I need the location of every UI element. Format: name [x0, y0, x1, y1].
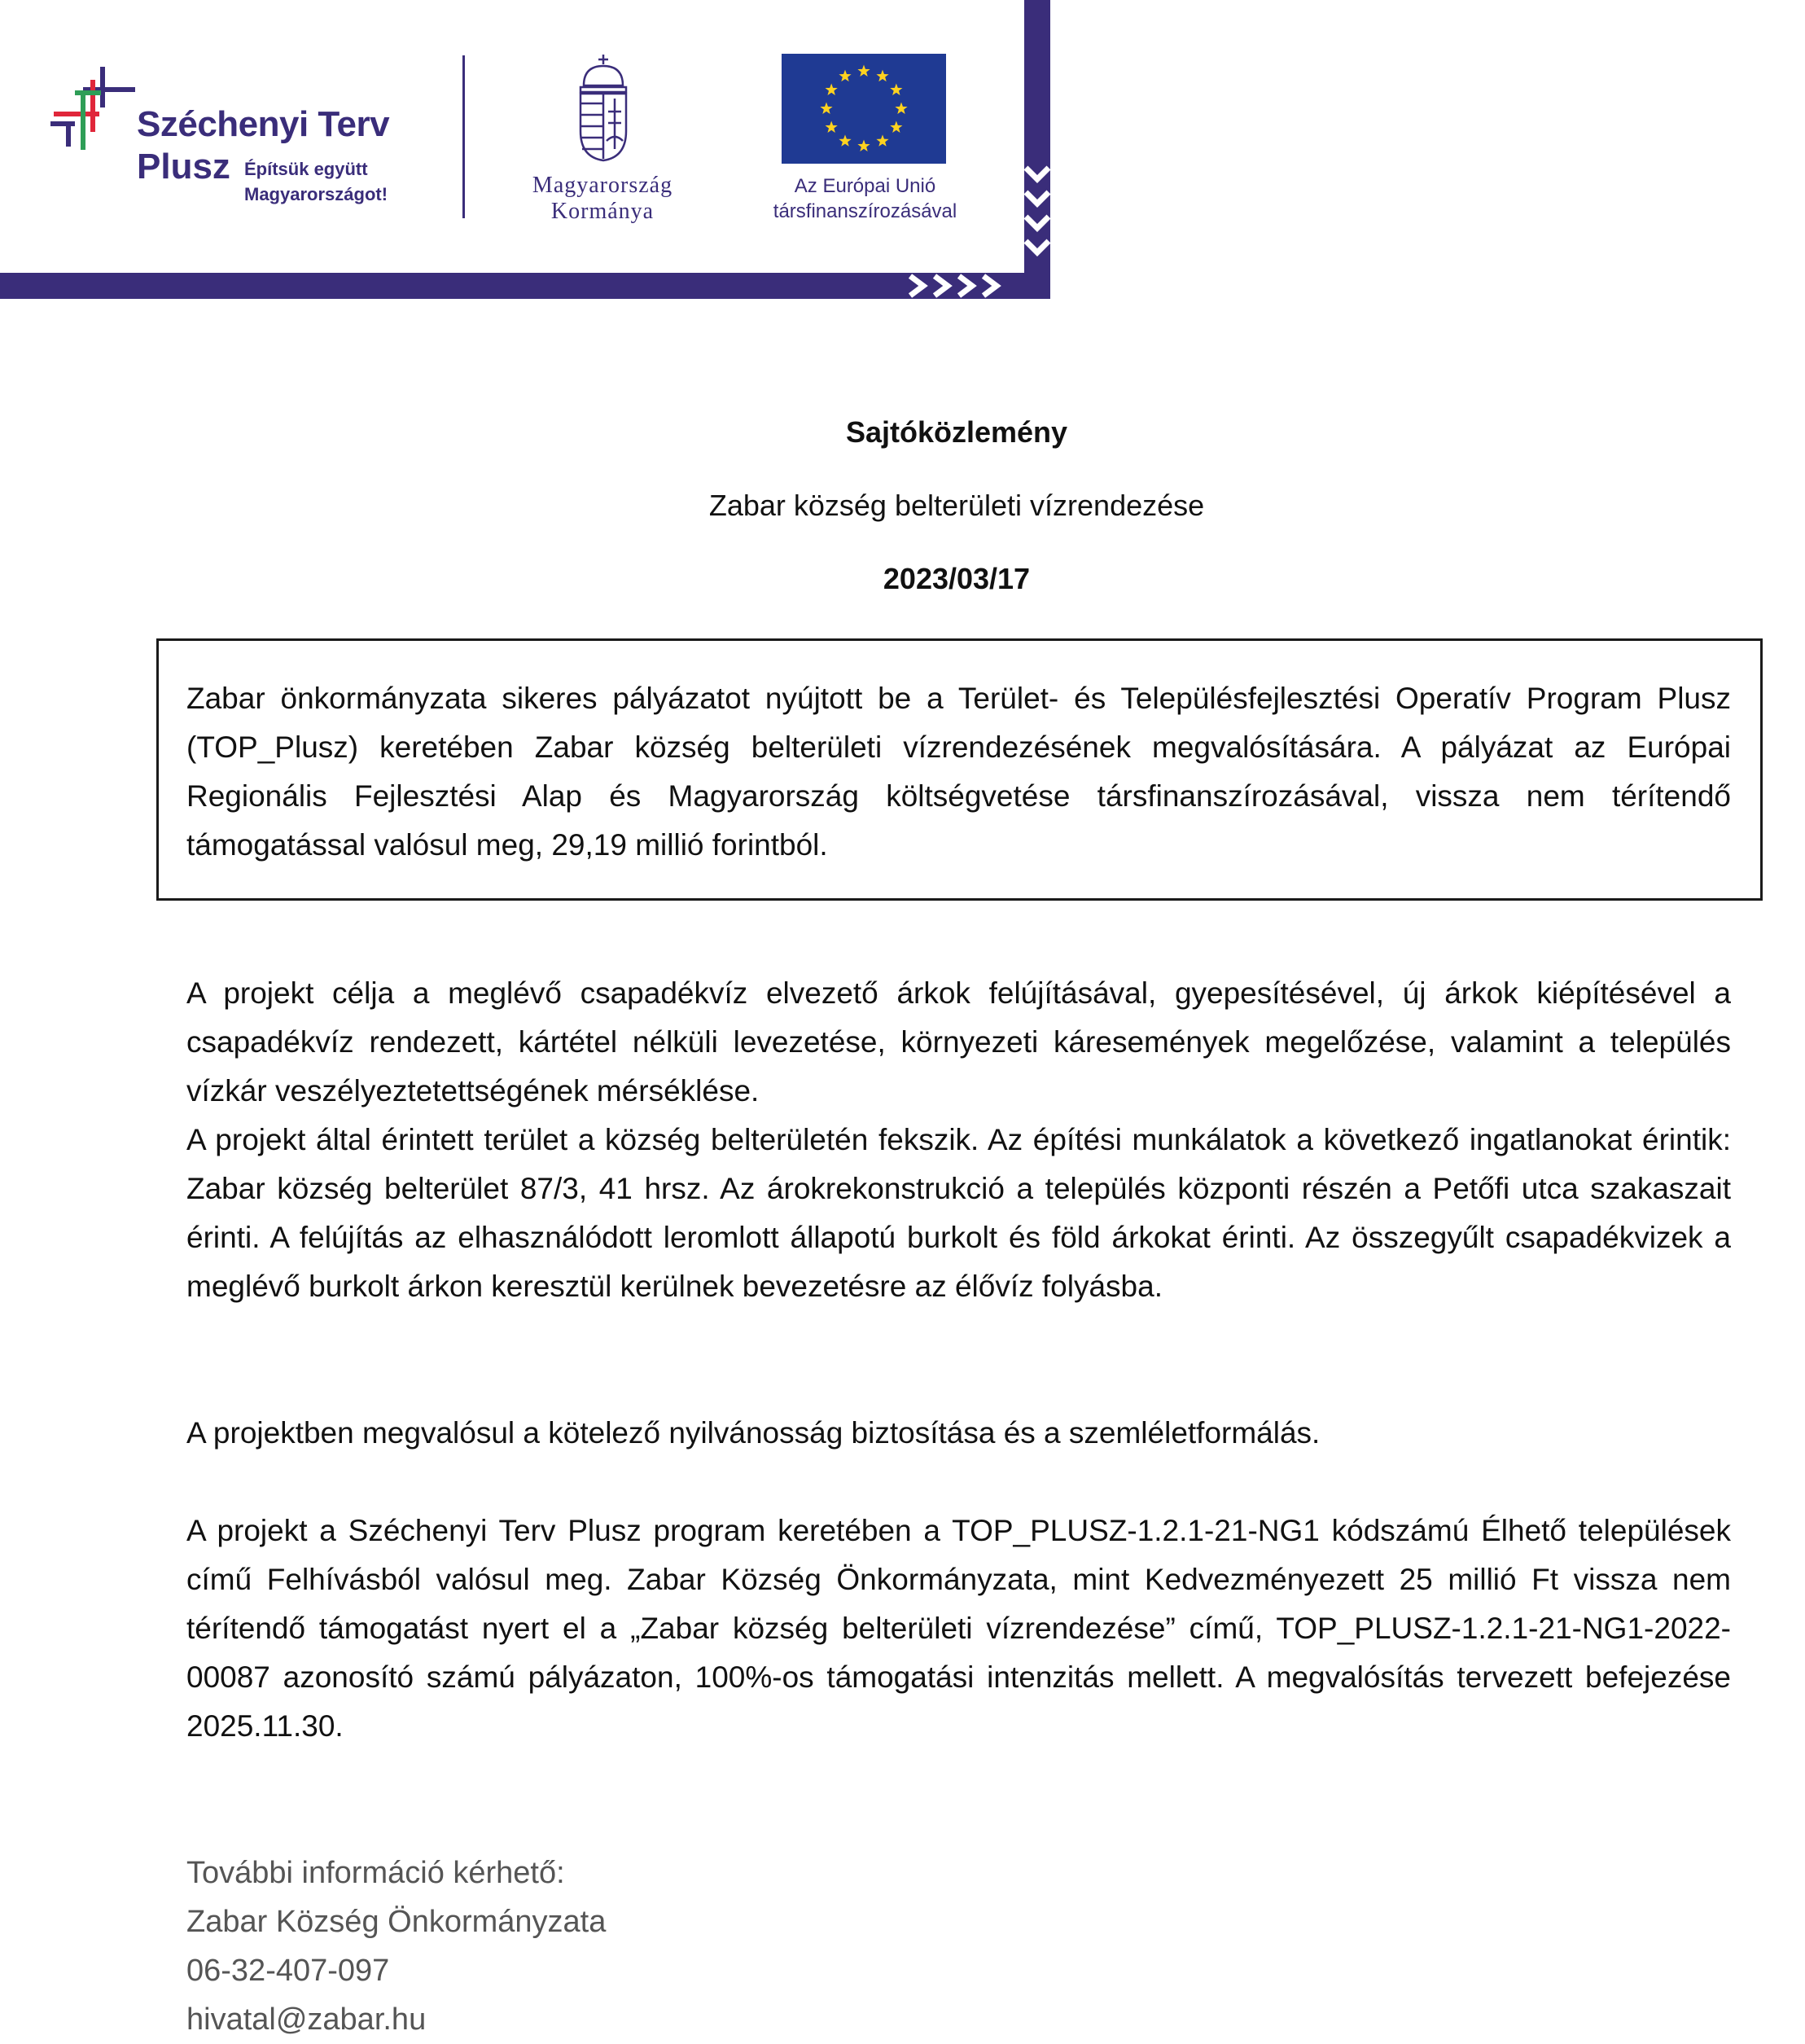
szechenyi-title: Széchenyi Terv: [137, 104, 390, 144]
paragraph-project-goal: A projekt célja a meglévő csapadékvíz elvezető árkok felújításával, gyepesítésével, új árkok kiépítésével a csapadékvíz rendezett, kártétel nélküli levezetése, környezeti káresemények megelőzése, valamint a település vízkár veszélyeztetettségének mérséklése.: [186, 976, 1731, 1108]
government-text: [505, 173, 700, 225]
szechenyi-slogan: [244, 156, 388, 207]
chevrons-down-icon: [1022, 163, 1053, 261]
chevrons-right-icon: [905, 272, 1019, 300]
paragraph-affected-area: A projekt által érintett terület a község belterületén fekszik. Az építési munkálatok a következő ingatlanokat érintik: Zabar község belterület 87/3, 41 hrsz. Az árokrekonstrukció a település központi részén a Petőfi utca szakaszait érinti. A felújítás az elhasználódott leromlott állapotú burkolt és föld árkokat érinti. Az összegyűlt csapadékvizek a meglévő burkolt árkon keresztül kerülnek bevezetésre az élővíz folyásba.: [186, 1123, 1731, 1303]
paragraph-publicity: A projektben megvalósul a kötelező nyilvánosság biztosítása és a szemléletformálás.: [186, 1416, 1321, 1450]
summary-paragraph: Zabar önkormányzata sikeres pályázatot nyújtott be a Terület- és Településfejlesztési Operatív Program Plusz (TOP_Plusz) keretében Zabar község belterületi vízrendezésének megvalósítására. A pályázat az Európai Regionális Fejlesztési Alap és Magyarország költségvetése társfinanszírozásával, vissza nem térítendő támogatással valósul meg, 29,19 millió forintból.: [186, 682, 1731, 862]
contact-organization: Zabar Község Önkormányzata: [186, 1905, 607, 1939]
logo-divider: [462, 55, 465, 218]
banner-bottom-bar: [0, 273, 1050, 299]
eu-cofinancing-text: [737, 173, 993, 224]
contact-label: További információ kérhető:: [186, 1856, 565, 1890]
eu-flag-icon: [782, 54, 946, 164]
contact-email: hivatal@zabar.hu: [186, 2002, 427, 2037]
document-subtitle: Zabar község belterületi vízrendezése: [708, 489, 1205, 522]
coat-of-arms-icon: [574, 53, 633, 163]
eu-line-2: társfinanszírozásával: [773, 200, 957, 222]
contact-block: [186, 1849, 606, 2044]
szechenyi-plusz: Plusz: [137, 147, 230, 186]
paragraph-program-details: A projekt a Széchenyi Terv Plusz program keretében a TOP_PLUSZ-1.2.1-21-NG1 kódszámú Élhető települések című Felhívásból valósul meg. Zabar Község Önkormányzata, mint Kedvezményezett 25 millió Ft vissza nem térítendő támogatást nyert el a „Zabar község belterületi vízrendezése” című, TOP_PLUSZ-1.2.1-21-NG1-2022-00087 azonosító számú pályázaton, 100%-os támogatási intenzitás mellett. A megvalósítás tervezett befejezése 2025.11.30.: [186, 1514, 1731, 1743]
eu-line-1: Az Európai Unió: [794, 175, 936, 197]
szechenyi-cross-logo-icon: [50, 65, 140, 155]
contact-phone: 06-32-407-097: [186, 1954, 390, 1988]
gov-line-1: Magyarország: [532, 173, 673, 198]
document-title: Sajtóközlemény: [845, 415, 1068, 449]
slogan-line-1: Építsük együtt: [244, 159, 368, 179]
gov-line-2: Kormánya: [550, 199, 655, 224]
slogan-line-2: Magyarországot!: [244, 184, 388, 204]
document-date: 2023/03/17: [883, 562, 1031, 595]
header-banner: [0, 0, 1058, 303]
